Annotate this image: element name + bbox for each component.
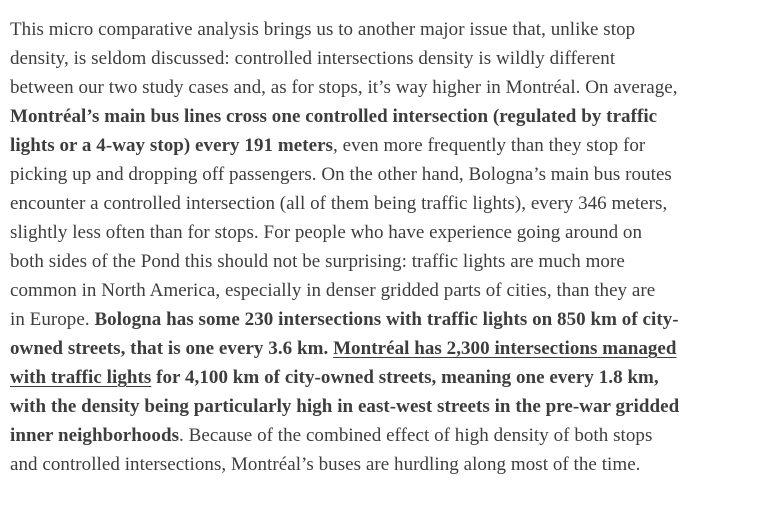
text-line [10, 450, 768, 479]
text-run-bold: Montréal’s main bus lines cross one controlled intersection (regulated by traffic [10, 106, 658, 127]
text-line [10, 44, 768, 73]
text-run: and controlled intersections, Montréal’s buses are hurdling along most of the time. [10, 454, 641, 475]
text-run: encounter a controlled intersection (all of them being traffic lights), every 346 meters, [10, 193, 668, 214]
text-run: in Europe. [10, 309, 95, 330]
text-line [10, 15, 768, 44]
text-run-bold: for 4,100 km of city-owned streets, meaning one every 1.8 km, [151, 367, 659, 388]
text-line [10, 392, 768, 421]
text-run: This micro comparative analysis brings us to another major issue that, unlike stop [10, 19, 636, 40]
text-run-bold: inner neighborhoods [10, 425, 180, 446]
text-line [10, 160, 768, 189]
text-run: . Because of the combined effect of high density of both stops [179, 425, 653, 446]
text-line [10, 73, 768, 102]
text-run: both sides of the Pond this should not be surprising: traffic lights are much more [10, 251, 625, 272]
text-run: common in North America, especially in denser gridded parts of cities, than they are [10, 280, 656, 301]
text-line [10, 102, 768, 131]
text-line [10, 189, 768, 218]
text-run: picking up and dropping off passengers. On the other hand, Bologna’s main bus routes [10, 164, 672, 185]
text-line [10, 363, 768, 392]
text-line [10, 131, 768, 160]
text-run-bold: lights or a 4-way stop) every 191 meters [10, 135, 333, 156]
text-line [10, 421, 768, 450]
text-run-bold: Bologna has some 230 intersections with traffic lights on 850 km of city- [94, 309, 679, 330]
text-run: , even more frequently than they stop for [333, 135, 646, 156]
text-line [10, 276, 768, 305]
text-run-bold: with the density being particularly high in east-west streets in the pre-war gridded [10, 396, 680, 417]
text-line [10, 247, 768, 276]
link-montreal-traffic-lights[interactable]: Montréal has 2,300 intersections managed [333, 338, 677, 359]
link-montreal-traffic-lights[interactable]: with traffic lights [10, 367, 152, 388]
text-line [10, 334, 768, 363]
text-run: density, is seldom discussed: controlled intersections density is wildly different [10, 48, 616, 69]
text-run-bold: owned streets, that is one every 3.6 km. [10, 338, 334, 359]
text-line [10, 218, 768, 247]
text-line [10, 305, 768, 334]
text-run: between our two study cases and, as for stops, it’s way higher in Montréal. On average, [10, 77, 678, 98]
text-run: slightly less often than for stops. For people who have experience going around on [10, 222, 643, 243]
